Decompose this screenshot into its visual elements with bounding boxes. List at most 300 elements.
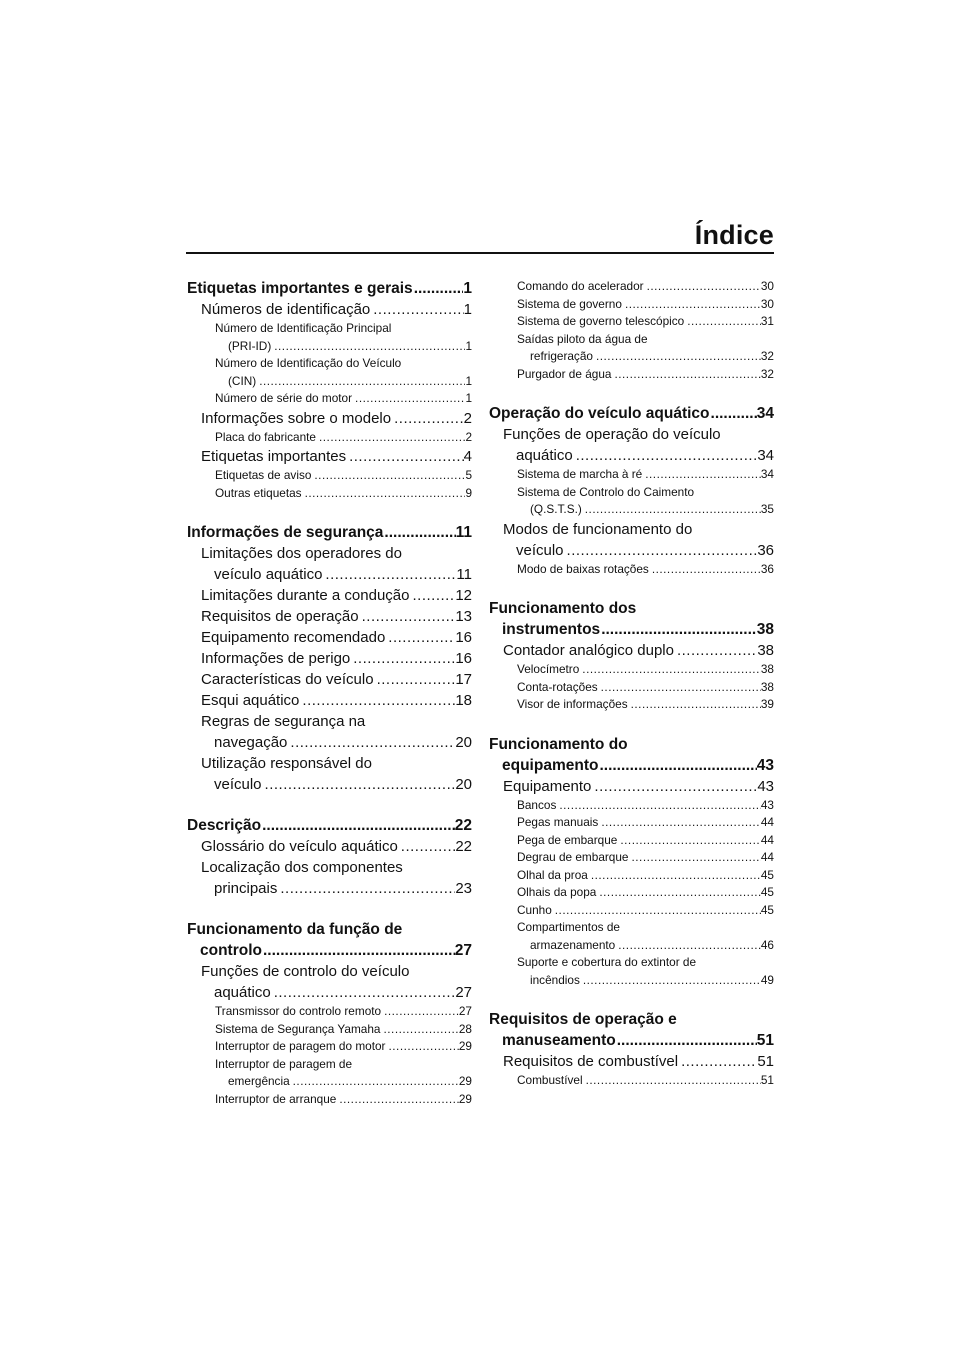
dot-leader [615, 937, 761, 955]
toc-page-number: 23 [455, 880, 472, 897]
toc-entry-row [201, 690, 472, 711]
toc-page-number: 36 [760, 561, 774, 576]
toc-entry-text: Degrau de embarque [517, 850, 629, 864]
toc-entry-text: Glossário do veículo aquático [201, 838, 398, 855]
toc-entry-text: Informações de perigo [201, 650, 351, 667]
toc-entry[interactable] [187, 355, 472, 390]
toc-entry[interactable] [489, 954, 774, 989]
toc-entry[interactable] [489, 331, 774, 366]
toc-entry-text: (PRI-ID) [228, 338, 272, 353]
toc-entry[interactable] [489, 519, 774, 561]
toc-entry-row [201, 564, 472, 585]
toc-page-number: 38 [757, 642, 774, 659]
toc-entry[interactable] [187, 627, 472, 648]
toc-entry[interactable] [489, 366, 774, 384]
toc-entry-row [201, 648, 472, 669]
toc-entry[interactable] [187, 606, 472, 627]
toc-entry-row [201, 299, 472, 320]
toc-entry-text: principais [214, 880, 278, 897]
toc-entry[interactable] [489, 734, 774, 776]
toc-entry[interactable] [489, 884, 774, 902]
toc-entry-text: Funcionamento da função de [187, 921, 403, 938]
toc-entry-row [215, 390, 472, 408]
dot-leader [336, 1091, 459, 1109]
toc-entry[interactable] [187, 753, 472, 795]
toc-entry[interactable] [187, 585, 472, 606]
toc-entry-row [201, 585, 472, 606]
dot-leader [552, 902, 761, 920]
toc-entry-text: Pega de embarque [517, 832, 618, 847]
dot-leader [588, 867, 761, 885]
toc-entry-text: Transmissor do controlo remoto [215, 1004, 382, 1018]
toc-entry-row [201, 774, 472, 795]
toc-page-number: 22 [454, 817, 472, 834]
dot-leader [413, 278, 464, 299]
toc-page-number: 17 [455, 671, 472, 688]
toc-entry-text: Limitações dos operadores do [201, 545, 402, 562]
toc-page-number: 44 [760, 850, 774, 864]
toc-entry-row [187, 278, 472, 299]
toc-entry-text: Comando do acelerador [517, 279, 644, 293]
dot-leader [262, 774, 456, 795]
dot-leader [256, 373, 465, 391]
dot-leader [385, 627, 455, 648]
toc-entry[interactable] [489, 278, 774, 296]
toc-page-number: 11 [455, 524, 472, 541]
toc-entry-text: Utilização responsável do [201, 755, 372, 772]
dot-leader [322, 564, 456, 585]
dot-leader [579, 661, 761, 679]
toc-entry-text: Modos de funcionamento do [503, 520, 693, 538]
toc-entry-row [201, 732, 472, 753]
toc-page-number: 51 [757, 1053, 774, 1070]
toc-entry-text: Equipamento recomendado [201, 629, 386, 646]
dot-leader [262, 940, 455, 961]
toc-page-number: 1 [465, 373, 472, 388]
dot-leader [261, 815, 455, 836]
toc-entry-text: navegação [214, 734, 288, 751]
toc-entry-text: incêndios [530, 972, 580, 987]
toc-entry-row [517, 561, 774, 579]
toc-entry-text: Números de identificação [201, 301, 371, 318]
toc-entry[interactable] [187, 446, 472, 467]
toc-entry-text: Número de Identificação Principal [215, 321, 392, 335]
toc-entry[interactable] [187, 1038, 472, 1056]
toc-entry[interactable] [187, 857, 472, 899]
toc-entry[interactable] [489, 849, 774, 867]
toc-entry-text: aquático [214, 984, 271, 1001]
toc-entry-text: Saídas piloto da água de [517, 331, 648, 346]
dot-leader [649, 561, 761, 579]
dot-leader [409, 585, 455, 606]
toc-entry-row [503, 776, 774, 797]
toc-page-number: 13 [455, 608, 472, 625]
toc-page-number: 51 [756, 1032, 774, 1049]
dot-leader [600, 619, 757, 640]
toc-page-number: 16 [455, 629, 472, 646]
toc-column-right [489, 278, 774, 1090]
dot-leader [290, 1073, 459, 1091]
toc-entry-text: Funcionamento dos [489, 600, 637, 617]
dot-leader [398, 836, 456, 857]
toc-page-number: 34 [760, 467, 774, 481]
toc-entry[interactable] [489, 466, 774, 484]
toc-entry-row [215, 1021, 472, 1039]
toc-entry-text: Olhais da popa [517, 885, 597, 899]
toc-entry-text: Interruptor de paragem do motor [215, 1039, 386, 1053]
toc-entry[interactable] [489, 484, 774, 519]
toc-entry-row [517, 501, 774, 519]
toc-entry-text: Visor de informações [517, 697, 628, 711]
toc-entry[interactable] [187, 429, 472, 447]
toc-entry-text: Localização dos componentes [201, 859, 403, 876]
toc-entry[interactable] [187, 669, 472, 690]
dot-leader [271, 338, 465, 356]
dot-leader [573, 445, 758, 466]
dot-leader [311, 467, 465, 485]
toc-entry-row [215, 1003, 472, 1021]
toc-page-number: 45 [760, 867, 774, 882]
dot-leader [370, 299, 463, 320]
toc-entry-row [517, 884, 774, 902]
toc-entry[interactable] [187, 711, 472, 753]
dot-leader [316, 429, 465, 447]
toc-page-number: 34 [756, 405, 774, 422]
toc-page-number: 28 [458, 1021, 472, 1036]
dot-leader [383, 522, 455, 543]
toc-entry-row [517, 832, 774, 850]
dot-leader [622, 296, 761, 314]
toc-entry-text: Interruptor de paragem de [215, 1056, 353, 1071]
toc-page-number: 27 [455, 984, 472, 1001]
toc-page-number: 29 [458, 1091, 472, 1106]
dot-leader [616, 1030, 757, 1051]
toc-entry[interactable] [187, 522, 472, 543]
toc-entry[interactable] [187, 299, 472, 320]
toc-entry-text: Número de série do motor [215, 391, 353, 405]
page-title: Índice [694, 220, 774, 250]
toc-entry-row [503, 1051, 774, 1072]
toc-entry[interactable] [187, 648, 472, 669]
toc-entry-row [215, 467, 472, 485]
dot-leader [598, 814, 761, 832]
dot-leader [580, 972, 761, 990]
toc-entry-text: Sistema de governo telescópico [517, 314, 685, 328]
toc-entry-text: Outras etiquetas [215, 485, 302, 500]
toc-entry[interactable] [489, 867, 774, 885]
toc-entry-text: Contador analógico duplo [503, 642, 674, 659]
toc-entry-row [517, 278, 774, 296]
dot-leader [381, 1003, 459, 1021]
title-rule [186, 252, 774, 254]
toc-entry[interactable] [187, 1021, 472, 1039]
toc-page-number: 30 [760, 279, 774, 293]
toc-entry-row [201, 878, 472, 899]
dot-leader [611, 366, 760, 384]
toc-page-number: 1 [465, 391, 472, 405]
toc-page-number: 35 [760, 502, 774, 516]
toc-entry[interactable] [489, 776, 774, 797]
dot-leader [710, 403, 757, 424]
toc-entry-text: (Q.S.T.S.) [530, 502, 582, 516]
toc-page-number: 4 [463, 448, 472, 465]
toc-page-number: 31 [760, 314, 774, 328]
toc-entry[interactable] [187, 919, 472, 961]
toc-page-number: 30 [760, 296, 774, 311]
toc-entry[interactable] [489, 814, 774, 832]
dot-leader [374, 669, 456, 690]
toc-entry-row [517, 797, 774, 815]
toc-entry-row [489, 619, 774, 640]
dot-leader [386, 1038, 459, 1056]
dot-leader [674, 640, 757, 661]
toc-entry-row [517, 849, 774, 867]
toc-page-number: 39 [760, 697, 774, 711]
toc-page-number: 5 [465, 468, 472, 482]
dot-leader [352, 390, 465, 408]
toc-entry[interactable] [187, 1091, 472, 1109]
toc-entry[interactable] [187, 690, 472, 711]
toc-entry[interactable] [489, 424, 774, 466]
toc-entry-text: Funções de controlo do veículo [201, 963, 410, 980]
toc-entry-row [517, 814, 774, 832]
toc-entry-text: Funcionamento do [489, 735, 628, 753]
toc-entry-text: Sistema de Segurança Yamaha [215, 1021, 381, 1036]
toc-entry-text: Funções de operação do veículo [503, 426, 721, 443]
dot-leader [583, 1072, 761, 1090]
toc-page-number: 12 [455, 587, 472, 604]
toc-entry[interactable] [489, 696, 774, 714]
toc-entry[interactable] [489, 313, 774, 331]
toc-page-number: 49 [760, 972, 774, 987]
toc-column-left [187, 278, 472, 1108]
dot-leader [556, 797, 761, 815]
dot-leader [598, 679, 761, 697]
toc-entry-row [201, 408, 472, 429]
toc-entry-text: Suporte e cobertura do extintor de [517, 955, 697, 969]
toc-entry-text: Pegas manuais [517, 815, 599, 829]
toc-entry-text: instrumentos [502, 621, 601, 638]
toc-page-number: 27 [458, 1004, 472, 1018]
dot-leader [644, 278, 761, 296]
toc-page-number: 44 [760, 815, 774, 829]
toc-entry-text: Combustível [517, 1073, 583, 1087]
toc-page-number: 1 [463, 301, 472, 318]
toc-entry[interactable] [489, 598, 774, 640]
toc-entry-text: Limitações durante a condução [201, 587, 410, 604]
dot-leader [582, 501, 761, 519]
toc-entry-row [503, 540, 774, 561]
toc-entry-text: Purgador de água [517, 366, 612, 381]
toc-page-number: 29 [458, 1039, 472, 1053]
toc-entry[interactable] [187, 408, 472, 429]
toc-entry-text: Requisitos de operação e [489, 1011, 677, 1028]
toc-entry-text: Etiquetas importantes e gerais [187, 280, 413, 297]
dot-leader [629, 849, 761, 867]
toc-entry-text: Cunho [517, 902, 552, 917]
dot-leader [346, 446, 464, 467]
toc-entry-row [215, 338, 472, 356]
toc-entry-row [517, 661, 774, 679]
dot-leader [598, 755, 756, 776]
toc-page-number: 38 [760, 662, 774, 676]
toc-entry-text: Equipamento [503, 777, 592, 795]
toc-entry-row [517, 937, 774, 955]
toc-entry-text: veículo [516, 541, 564, 559]
toc-page-number: 18 [455, 692, 472, 709]
toc-page-number: 32 [760, 366, 774, 381]
toc-page-number: 9 [465, 485, 472, 500]
dot-leader [593, 348, 761, 366]
toc-entry[interactable] [489, 1009, 774, 1051]
toc-entry-text: emergência [228, 1074, 290, 1088]
toc-entry-text: equipamento [502, 756, 599, 774]
toc-entry-row [517, 466, 774, 484]
toc-page-number: 43 [756, 756, 774, 774]
toc-entry-row [215, 1073, 472, 1091]
toc-entry-text: controlo [200, 942, 262, 959]
toc-entry[interactable] [489, 797, 774, 815]
toc-entry-text: Sistema de marcha à ré [517, 467, 643, 481]
dot-leader [302, 485, 466, 503]
toc-page-number: 34 [757, 447, 774, 464]
dot-leader [596, 884, 761, 902]
toc-entry-row [489, 1030, 774, 1051]
toc-entry-row [187, 522, 472, 543]
toc-entry[interactable] [187, 320, 472, 355]
toc-page-number: 38 [756, 621, 774, 638]
toc-entry[interactable] [489, 832, 774, 850]
toc-page-number: 51 [760, 1073, 774, 1087]
toc-entry-row [517, 867, 774, 885]
toc-entry-row [215, 485, 472, 503]
toc-entry-text: Número de Identificação do Veículo [215, 356, 402, 370]
toc-entry-row [517, 313, 774, 331]
toc-entry[interactable] [489, 1051, 774, 1072]
toc-entry-text: Sistema de Controlo do Caimento [517, 484, 695, 499]
toc-entry-row [517, 348, 774, 366]
toc-entry-row [201, 627, 472, 648]
toc-entry-text: aquático [516, 447, 573, 464]
toc-entry[interactable] [187, 278, 472, 299]
toc-entry-row [503, 445, 774, 466]
toc-entry[interactable] [187, 485, 472, 503]
toc-entry[interactable] [489, 1072, 774, 1090]
toc-page-number: 16 [455, 650, 472, 667]
dot-leader [684, 313, 761, 331]
toc-entry-row [201, 606, 472, 627]
toc-entry[interactable] [187, 390, 472, 408]
toc-page-number: 45 [760, 885, 774, 899]
toc-entry[interactable] [489, 296, 774, 314]
toc-entry-text: veículo aquático [214, 566, 323, 583]
toc-entry[interactable] [489, 640, 774, 661]
toc-entry-text: Etiquetas de aviso [215, 468, 312, 482]
dot-leader [359, 606, 456, 627]
toc-page-number: 20 [455, 734, 472, 751]
toc-entry[interactable] [489, 561, 774, 579]
toc-entry-text: Regras de segurança na [201, 713, 366, 730]
toc-entry-text: Informações sobre o modelo [201, 409, 392, 427]
toc-entry[interactable] [489, 679, 774, 697]
toc-entry[interactable] [187, 543, 472, 585]
toc-page-number: 1 [463, 280, 472, 297]
toc-entry-text: Interruptor de arranque [215, 1091, 337, 1106]
toc-entry-row [215, 1038, 472, 1056]
toc-entry-text: manuseamento [502, 1032, 616, 1049]
toc-entry-text: veículo [214, 776, 262, 793]
dot-leader [271, 982, 456, 1003]
toc-page-number: 27 [454, 942, 472, 959]
toc-entry-row [489, 755, 774, 776]
dot-leader [642, 466, 761, 484]
toc-entry-row [201, 982, 472, 1003]
toc-entry-row [517, 972, 774, 990]
toc-entry[interactable] [187, 961, 472, 1003]
toc-entry[interactable] [187, 1003, 472, 1021]
toc-entry-text: Características do veículo [201, 671, 374, 688]
toc-entry-text: (CIN) [228, 373, 257, 388]
toc-entry-text: Conta-rotações [517, 679, 598, 694]
toc-entry-row [187, 940, 472, 961]
toc-entry-text: Esqui aquático [201, 692, 300, 709]
toc-page-number: 43 [757, 777, 774, 795]
toc-page-number: 22 [455, 838, 472, 855]
dot-leader [591, 776, 757, 797]
toc-entry-row [215, 1091, 472, 1109]
toc-entry-text: Informações de segurança [187, 524, 384, 541]
dot-leader [564, 540, 758, 561]
toc-entry-text: Requisitos de operação [201, 608, 359, 625]
toc-entry-row [517, 366, 774, 384]
toc-entry-text: Requisitos de combustível [503, 1053, 679, 1070]
toc-page-number: 20 [455, 776, 472, 793]
toc-page-number: 32 [760, 349, 774, 363]
toc-entry[interactable] [489, 902, 774, 920]
toc-page-number: 44 [760, 832, 774, 847]
toc-entry[interactable] [489, 403, 774, 424]
dot-leader [287, 732, 455, 753]
toc-page-number: 38 [760, 679, 774, 694]
toc-entry[interactable] [187, 1056, 472, 1091]
toc-entry-row [187, 815, 472, 836]
toc-entry-row [215, 373, 472, 391]
toc-entry-text: Sistema de governo [517, 296, 622, 311]
toc-page-number: 1 [465, 338, 472, 353]
toc-entry[interactable] [187, 815, 472, 836]
toc-page-number: 11 [456, 566, 472, 583]
toc-entry[interactable] [489, 919, 774, 954]
dot-leader [628, 696, 761, 714]
dot-leader [350, 648, 455, 669]
toc-page-number: 45 [760, 902, 774, 917]
toc-entry-row [503, 640, 774, 661]
toc-entry-row [517, 902, 774, 920]
toc-entry-row [201, 446, 472, 467]
toc-entry-text: Placa do fabricante [215, 429, 316, 444]
toc-entry-text: armazenamento [530, 937, 616, 952]
toc-entry-row [517, 679, 774, 697]
toc-entry[interactable] [187, 467, 472, 485]
toc-entry-row [517, 296, 774, 314]
toc-entry-text: Descrição [187, 817, 262, 834]
toc-entry[interactable] [187, 836, 472, 857]
dot-leader [678, 1051, 757, 1072]
dot-leader [277, 878, 455, 899]
toc-entry[interactable] [489, 661, 774, 679]
toc-entry-text: Compartimentos de [517, 920, 620, 934]
toc-page-number: 43 [760, 797, 774, 812]
